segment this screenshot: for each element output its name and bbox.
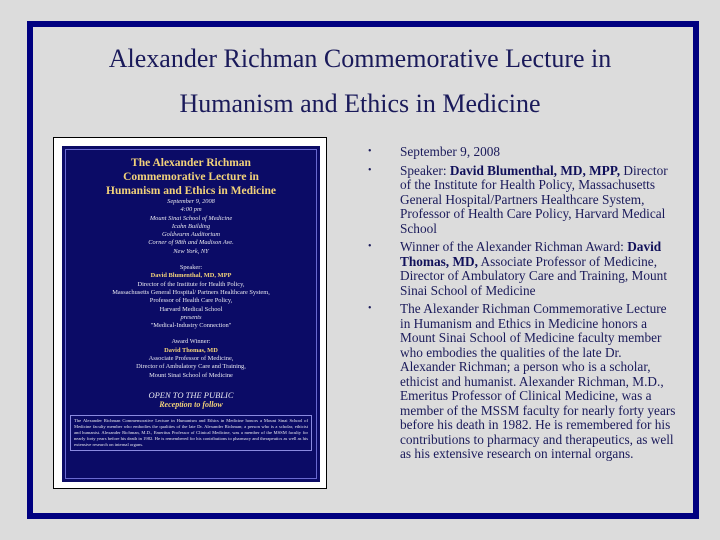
event-poster [53, 137, 327, 489]
poster-detail: Goldwurm Auditorium [162, 231, 220, 239]
poster-detail: September 9, 2008 [167, 198, 215, 205]
slide-title-line2: Humanism and Ethics in Medicine [179, 89, 541, 118]
bullet-text: The Alexander Richman Commemorative Lecture in Humanism and Ethics in Medicine honors a Mount Sinai School of Medicine faculty member who embodies the qualities of the late Dr. Alexander Richman; a person who is a scholar, ethicist and humanist. Alexander Richman, M.D., Emeritus Professor of Clinical Medicine, was a member of the MSSM faculty for nearly forty years before his death in 1982. He is remembered for his contributions to pharmacy and therapeutics, as well as his extensive research on internal organs. [400, 301, 676, 461]
poster-heading [66, 156, 316, 198]
poster-speaker-title: Massachusetts General Hospital/ Partners Healthcare System, [112, 288, 270, 296]
poster-speaker-name: David Blumenthal, MD, MPP [150, 272, 232, 280]
bullet-award [368, 240, 678, 298]
poster-speaker-title: Professor of Health Care Policy, [149, 297, 233, 305]
poster-heading-line: The Alexander Richman [131, 157, 251, 169]
poster-award-title: Director of Ambulatory Care and Training, [136, 363, 246, 371]
poster-detail: Icahn Building [171, 222, 211, 230]
poster-blurb: The Alexander Richman Commemorative Lecture in Humanism and Ethics in Medicine honors a Mount Sinai School of Medicine faculty member who embodies the qualities of the late Dr. Alexander Richman; a person who is a scholar, ethicist and humanist. Alexander Richman, M.D., Emeritus Professor of Clinical Medicine, was a member of the MSSM faculty for nearly forty years before his death in 1982. He is remembered for his contributions to pharmacy and therapeutics as well as his extensive research on internal organs. [70, 415, 312, 451]
award-winner-name: David Thomas, MD, [400, 239, 662, 269]
bullet-speaker [368, 164, 678, 237]
poster-award-title: Associate Professor of Medicine, [148, 355, 234, 363]
poster-details [66, 198, 316, 256]
bullet-text: Associate Professor of Medicine, Director of Ambulatory Care and Training, Mount Sinai School of Medicine [400, 253, 668, 298]
poster-award-title: Mount Sinai School of Medicine [149, 371, 233, 379]
bullet-text: Director of the Institute for Health Policy, Massachusetts General Hospital/Partners Healthcare System, Professor of Health Care Policy, Harvard Medical School [400, 162, 668, 236]
bullet-text: Speaker: [400, 162, 450, 178]
poster-detail: New York, NY [173, 247, 209, 255]
poster-award [66, 338, 316, 379]
poster-presents: presents [180, 313, 202, 321]
poster-speaker-label: Speaker: [179, 264, 203, 272]
poster-detail: 4:00 pm [180, 206, 202, 214]
slide-title-line1: Alexander Richman Commemorative Lecture in [108, 44, 612, 73]
bullet-list [368, 145, 678, 466]
poster-award-label: Award Winner: [171, 338, 211, 346]
poster-speaker-title: Harvard Medical School [159, 305, 223, 313]
bullet-description [368, 302, 678, 462]
poster-talk-title: "Medical-Industry Connection" [150, 322, 232, 330]
bullet-text: Winner of the Alexander Richman Award: [400, 239, 628, 254]
poster-heading-line: Humanism and Ethics in Medicine [106, 185, 276, 197]
speaker-name: David Blumenthal, MD, MPP, [449, 162, 621, 178]
poster-award-name: David Thomas, MD [164, 346, 218, 354]
poster-speaker-title: Director of the Institute for Health Policy, [137, 280, 245, 288]
bullet-text: September 9, 2008 [400, 144, 501, 159]
poster-open-to-public: OPEN TO THE PUBLIC [148, 389, 234, 400]
poster-reception: Reception to follow [159, 399, 223, 409]
poster-heading-line: Commemorative Lecture in [123, 171, 259, 183]
poster-speaker [66, 264, 316, 330]
poster-detail: Corner of 98th and Madison Ave. [148, 239, 234, 247]
poster-detail: Mount Sinai School of Medicine [149, 214, 233, 222]
bullet-date [368, 145, 678, 160]
